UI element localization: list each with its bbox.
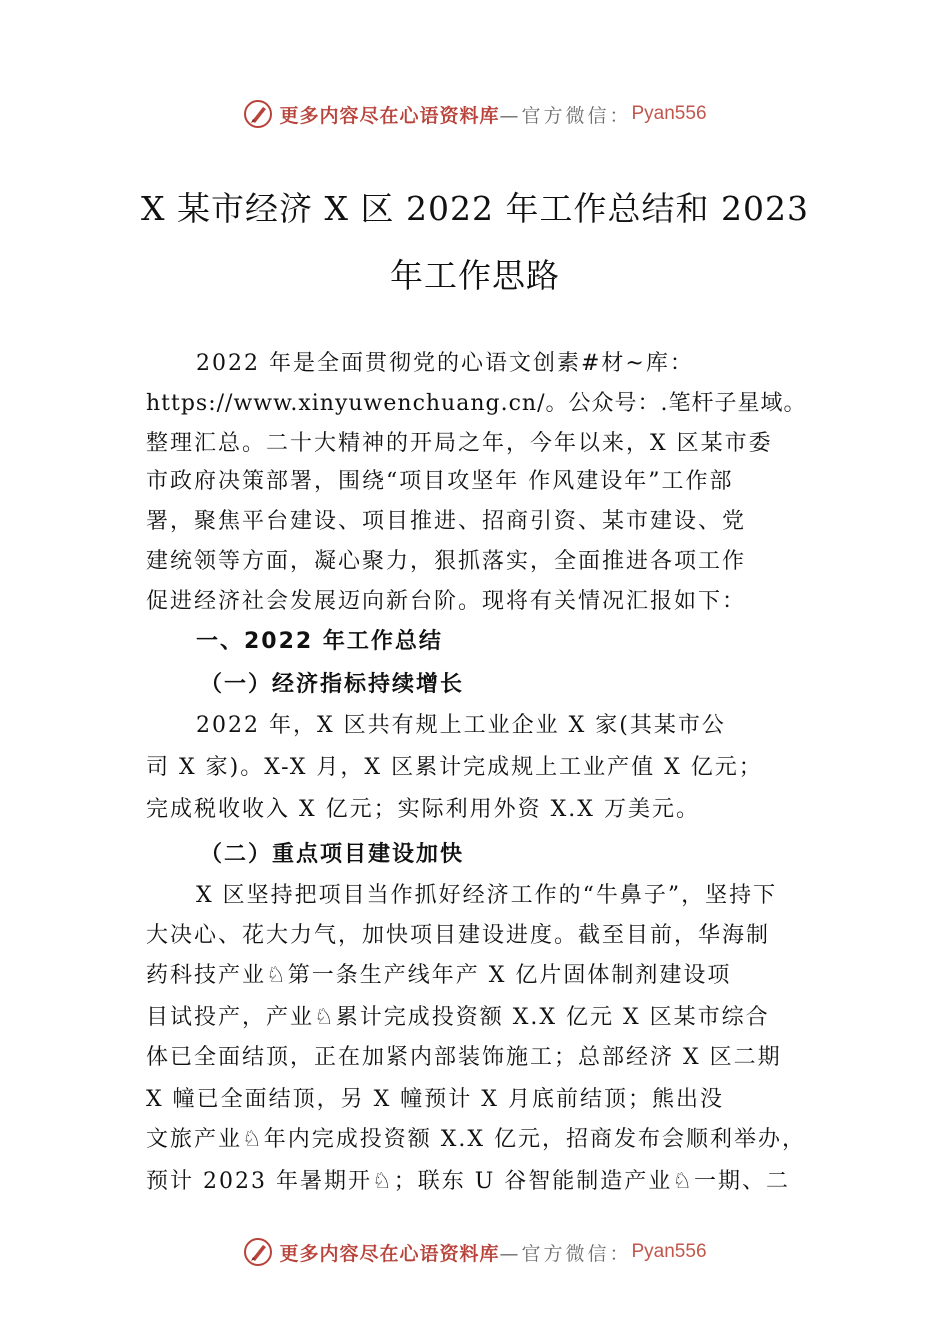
banner-wechat-label: —官方微信：: [499, 1242, 632, 1265]
banner-wechat-id: Pyan556: [631, 1241, 707, 1262]
intro-line: 市政府决策部署，围绕“项目攻坚年 作风建设年”工作部: [146, 469, 734, 494]
document-title-line-2: 年工作思路: [390, 256, 560, 295]
banner-wechat-id: Pyan556: [631, 103, 707, 124]
body-line: X 幢已全面结顶，另 X 幢预计 X 月底前结顶；熊出没: [146, 1087, 724, 1112]
pen-logo-icon: [243, 99, 273, 129]
body-line: 完成税收收入 X 亿元；实际利用外资 X.X 万美元。: [146, 797, 700, 822]
intro-line: 2022 年是全面贯彻党的心语文创素#材~库：: [196, 351, 694, 376]
banner-slogan: 更多内容尽在心语资料库: [279, 1242, 500, 1265]
intro-line: 整理汇总。二十大精神的开局之年，今年以来，X 区某市委: [146, 431, 773, 456]
body-line: 2022 年，X 区共有规上工业企业 X 家(其某市公: [196, 713, 726, 738]
footer-banner: [0, 1232, 950, 1272]
header-banner: [0, 94, 950, 134]
document-title-line-1: X 某市经济 X 区 2022 年工作总结和 2023: [141, 189, 809, 228]
body-line: 司 X 家)。X-X 月，X 区累计完成规上工业产值 X 亿元；: [146, 755, 763, 780]
body-line: 预计 2023 年暑期开♘；联东 U 谷智能制造产业♘一期、二: [146, 1169, 790, 1194]
body-line: X 区坚持把项目当作抓好经济工作的“牛鼻子”，坚持下: [196, 883, 778, 908]
body-line: 目试投产，产业♘累计完成投资额 X.X 亿元 X 区某市综合: [146, 1005, 770, 1030]
intro-line: 建统领等方面，凝心聚力，狠抓落实，全面推进各项工作: [146, 549, 747, 574]
body-line: 大决心、花大力气，加快项目建设进度。截至目前，华海制: [146, 923, 771, 948]
intro-line: 促进经济社会发展迈向新台阶。现将有关情况汇报如下：: [146, 589, 747, 614]
subsection-heading: （一）经济指标持续增长: [200, 671, 465, 697]
banner-slogan: 更多内容尽在心语资料库: [279, 104, 500, 127]
intro-line: 署，聚焦平台建设、项目推进、招商引资、某市建设、党: [146, 509, 747, 534]
intro-line: https://www.xinyuwenchuang.cn/。公众号：.笔杆子星域。: [146, 391, 807, 416]
pen-logo-icon: [243, 1237, 273, 1267]
section-heading: 一、2022 年工作总结: [196, 629, 443, 654]
banner-wechat-label: —官方微信：: [499, 104, 632, 127]
subsection-heading: （二）重点项目建设加快: [200, 841, 465, 867]
body-line: 药科技产业♘第一条生产线年产 X 亿片固体制剂建设项: [146, 963, 732, 988]
body-line: 文旅产业♘年内完成投资额 X.X 亿元，招商发布会顺利举办，: [146, 1127, 807, 1152]
body-line: 体已全面结顶，正在加紧内部装饰施工；总部经济 X 区二期: [146, 1045, 782, 1070]
